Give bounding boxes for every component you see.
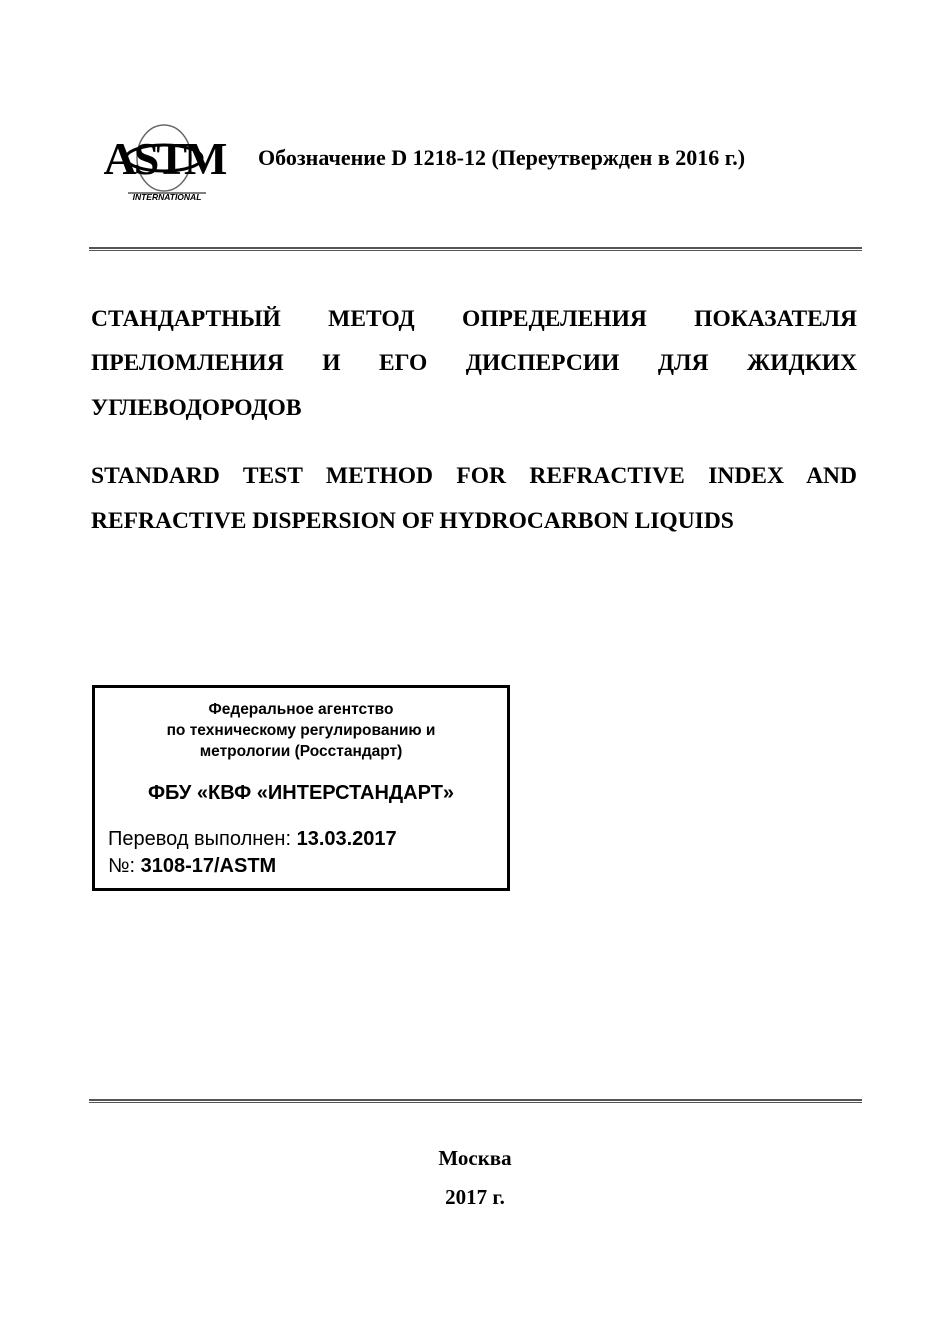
translation-number: 3108-17/ASTM	[140, 855, 277, 877]
title-en-line-1: STANDARD TEST METHOD FOR REFRACTIVE INDEX AND	[91, 463, 857, 489]
astm-logo	[103, 124, 225, 204]
publication-year: 2017 г.	[445, 1185, 505, 1209]
agency-line-2: по техническому регулированию и	[166, 722, 436, 739]
logo-wordmark: INTERNATIONAL	[132, 192, 202, 202]
bottom-divider	[89, 1099, 862, 1103]
agency-line-1: Федеральное агентство	[208, 701, 394, 718]
title-ru-line-2: ПРЕЛОМЛЕНИЯ И ЕГО ДИСПЕРСИИ ДЛЯ ЖИДКИХ	[91, 350, 857, 376]
translation-date: 13.03.2017	[296, 828, 397, 850]
translation-date-line	[108, 828, 397, 851]
organization-name: ФБУ «КВФ «ИНТЕРСТАНДАРТ»	[147, 782, 455, 804]
title-en-line-2: REFRACTIVE DISPERSION OF HYDROCARBON LIQUIDS	[91, 508, 734, 534]
svg-text:ASTM: ASTM	[103, 133, 225, 184]
title-ru-line-3: УГЛЕВОДОРОДОВ	[91, 395, 302, 421]
title-ru-line-1: СТАНДАРТНЫЙ МЕТОД ОПРЕДЕЛЕНИЯ ПОКАЗАТЕЛЯ	[91, 306, 857, 332]
translation-label: Перевод выполнен:	[108, 828, 292, 850]
publication-city: Москва	[438, 1146, 512, 1170]
document-designation: Обозначение D 1218-12 (Переутвержден в 2016 г.)	[258, 145, 746, 170]
translation-number-line	[108, 855, 276, 878]
number-label: №:	[108, 855, 136, 877]
translation-stamp	[92, 685, 510, 891]
agency-line-3: метрологии (Росстандарт)	[199, 743, 403, 760]
top-divider	[89, 247, 862, 251]
